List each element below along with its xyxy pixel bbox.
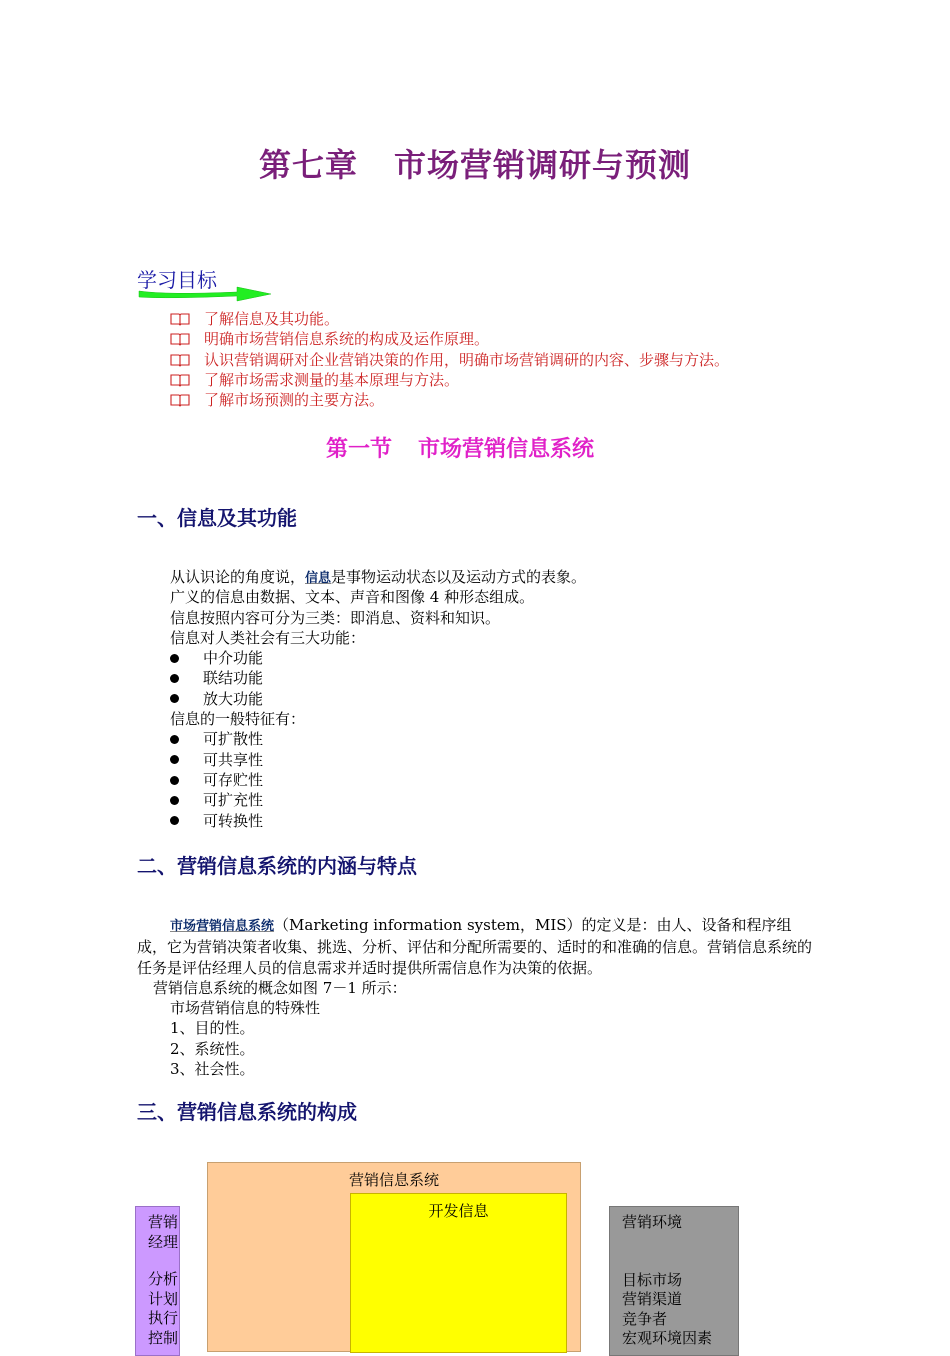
list-item: 可共享性: [170, 750, 586, 770]
mis-box-label: 营销信息系统: [348, 1171, 439, 1189]
info-forms: 广义的信息由数据、文本、声音和图像 4 种形态组成。: [170, 588, 535, 607]
bullet-icon: [170, 816, 179, 825]
list-item: 1、目的性。: [170, 1019, 255, 1038]
info-categories: 信息按照内容可分为三类：即消息、资料和知识。: [170, 608, 501, 627]
chapter-title: [0, 140, 950, 186]
bullet-icon: [170, 674, 179, 683]
info-definition: 从认识论的角度说，信息是事物运动状态以及运动方式的表象。: [170, 568, 587, 586]
section-name: 市场营销信息系统: [418, 437, 595, 462]
mis-definition: 市场营销信息系统（Marketing information system，MIS）的定义是：由人、设备和程序组成，它为营销决策者收集、挑选、分析、评估和分配所需要的、适时的和准确的信息。营销信息系统的任务是评估经理人员的信息需求并适时提供所需信息作为决策的依据。: [137, 916, 813, 977]
list-item: 认识营销调研对企业营销决策的作用，明确市场营销调研的内容、步骤与方法。: [170, 350, 729, 370]
term-info: 信息: [305, 571, 332, 586]
book-icon: [170, 312, 190, 326]
list-item: 了解市场需求测量的基本原理与方法。: [170, 370, 729, 390]
list-item: 了解市场预测的主要方法。: [170, 390, 729, 410]
list-item: 中介功能: [170, 648, 586, 668]
features-intro: 信息的一般特征有：: [170, 710, 306, 729]
objectives-list: [170, 309, 729, 410]
info-section-body: [170, 567, 586, 831]
book-icon: [170, 373, 190, 387]
green-arrow-icon: [137, 286, 273, 302]
mis-figure-ref: 营销信息系统的概念如图 7－1 所示：: [153, 978, 407, 997]
term-mis: 市场营销信息系统: [170, 919, 275, 934]
mis-section-body: [137, 915, 817, 1079]
environment-title: 营销环境: [622, 1213, 683, 1231]
bullet-icon: [170, 735, 179, 744]
list-item: 2、系统性。: [170, 1039, 255, 1058]
section-title: [0, 432, 920, 463]
chapter-number: 第七章: [258, 146, 358, 184]
heading-structure: 三、营销信息系统的构成: [137, 1100, 357, 1124]
objectives-heading: 学习目标: [137, 268, 217, 292]
bullet-icon: [170, 776, 179, 785]
bullet-icon: [170, 654, 179, 663]
list-item: 明确市场营销信息系统的构成及运作原理。: [170, 329, 729, 349]
section-number: 第一节: [325, 437, 392, 462]
develop-info-label: 开发信息: [428, 1202, 489, 1220]
book-icon: [170, 393, 190, 407]
book-icon: [170, 353, 190, 367]
list-item: 可扩散性: [170, 729, 586, 749]
list-item: 可转换性: [170, 811, 586, 831]
develop-info-box: [350, 1193, 567, 1353]
bullet-icon: [170, 694, 179, 703]
mis-special-heading: 市场营销信息的特殊性: [170, 999, 321, 1018]
heading-mis: 二、营销信息系统的内涵与特点: [137, 854, 417, 878]
marketing-manager-box: 营销 经理 分析 计划 执行 控制: [135, 1206, 180, 1356]
list-item: 联结功能: [170, 668, 586, 688]
info-functions-intro: 信息对人类社会有三大功能：: [170, 628, 366, 647]
book-icon: [170, 332, 190, 346]
bullet-icon: [170, 755, 179, 764]
list-item: 可扩充性: [170, 790, 586, 810]
heading-info-functions: 一、信息及其功能: [137, 506, 297, 530]
bullet-icon: [170, 796, 179, 805]
chapter-name: 市场营销调研与预测: [394, 146, 692, 184]
list-item: 可存贮性: [170, 770, 586, 790]
list-item: 了解信息及其功能。: [170, 309, 729, 329]
list-item: 放大功能: [170, 689, 586, 709]
list-item: 3、社会性。: [170, 1060, 255, 1079]
marketing-environment-box: 营销环境 目标市场 营销渠道 竞争者 宏观环境因素: [609, 1206, 739, 1356]
